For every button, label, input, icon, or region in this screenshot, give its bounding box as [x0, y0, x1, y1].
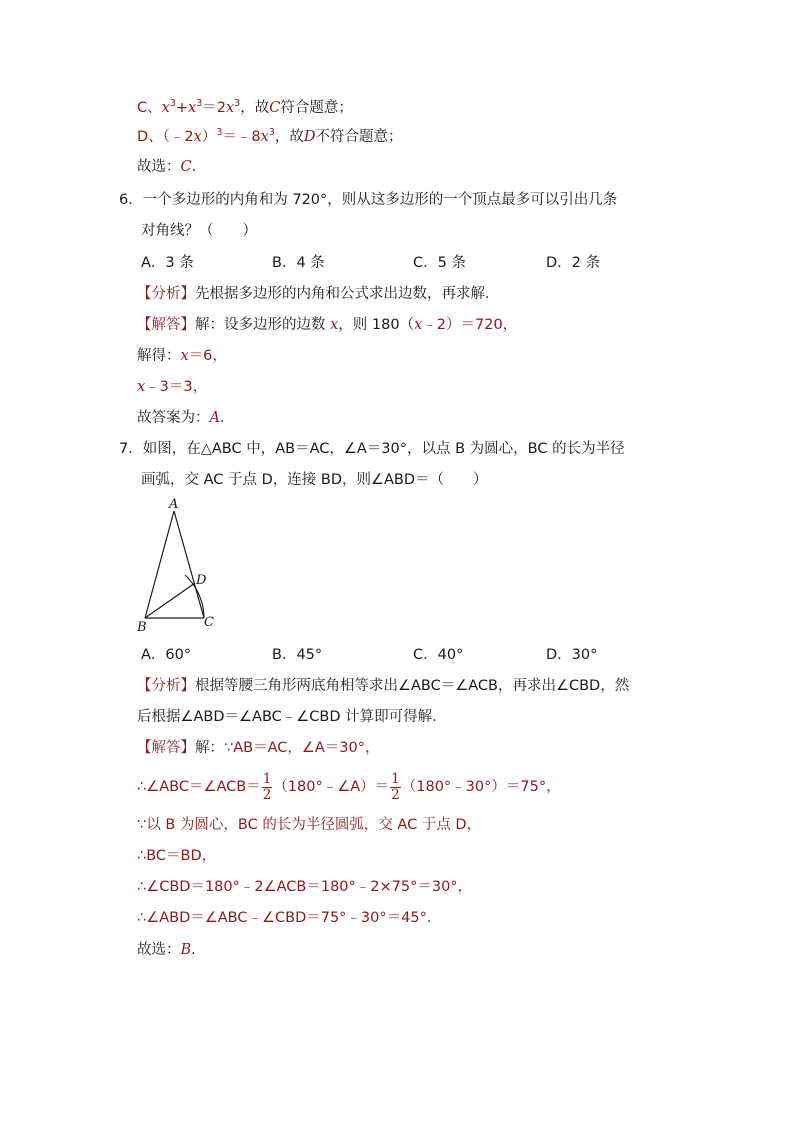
q6-solution-text1: 解：设多边形的边数	[195, 317, 331, 333]
q7-option-c: C．40°	[413, 647, 464, 663]
fraction-2-denominator: 2	[391, 786, 400, 803]
prev-c-eq: ＝2	[202, 100, 226, 116]
q6-solution-text2: ，则 180（	[338, 317, 415, 333]
q6-stem-line1	[119, 190, 617, 210]
q6-solution-text3: ﹣2）＝720，	[422, 317, 518, 333]
fraction-1-denominator: 2	[262, 786, 272, 803]
q6-option-a: A．3 条	[141, 255, 194, 271]
q7-analysis-line1	[137, 676, 629, 696]
prev-c-var: C	[269, 100, 281, 116]
q7-solution-line2	[137, 770, 561, 804]
q6-step-line	[137, 377, 207, 397]
q6-final-value: A	[209, 410, 220, 426]
q6-final-prefix: 故答案为：	[137, 410, 210, 426]
q7-line2-b: （180°﹣∠A）＝	[273, 779, 390, 795]
prev-c-x2: x	[188, 100, 197, 116]
q6-number: 6．	[119, 192, 143, 208]
prev-d-expr1: （﹣2	[162, 129, 194, 145]
q7-stem-line2	[141, 470, 488, 490]
q7-analysis-tag: 【分析】	[137, 678, 195, 694]
q6-final-end: ．	[219, 410, 235, 426]
prev-option-d-line	[137, 127, 403, 147]
side-ab	[145, 511, 174, 618]
q7-line2-c: （180°﹣30°）＝75°，	[401, 779, 561, 795]
prev-d-tail1: ，故	[274, 129, 304, 145]
q7-final-line	[137, 940, 206, 960]
q6-solve-line	[137, 346, 227, 366]
q7-solution-tag: 【解答】	[137, 740, 195, 756]
prev-c-exp2: 3	[196, 98, 203, 109]
q6-analysis-text: 先根据多边形的内角和公式求出边数，再求解．	[195, 286, 500, 302]
prev-c-x3: x	[225, 100, 235, 116]
prev-answer-end: ．	[191, 159, 207, 175]
q7-analysis-text2: 后根据∠ABD＝∠ABC﹣∠CBD 计算即可得解．	[137, 709, 447, 725]
q7-option-b: B．45°	[272, 647, 323, 663]
prev-d-exp2: 3	[268, 127, 275, 138]
q6-solution	[137, 315, 517, 335]
q7-analysis-text1: 根据等腰三角形两底角相等求出∠ABC＝∠ACB，再求出∠CBD，然	[195, 678, 630, 694]
q7-final-end: ．	[191, 942, 206, 958]
prev-answer-line	[137, 157, 206, 177]
q7-stem-line1	[119, 439, 625, 459]
prev-c-prefix: C、	[137, 100, 162, 116]
q6-analysis	[137, 284, 500, 304]
q6-stem-text1: 一个多边形的内角和为 720°，则从这多边形的一个顶点最多可以引出几条	[142, 192, 618, 208]
prev-d-exp1: 3	[216, 127, 223, 138]
fraction-1-numerator: 1	[262, 770, 272, 787]
q7-analysis-line2	[137, 707, 447, 727]
q7-solution-line6: ∴∠ABD＝∠ABC﹣∠CBD＝75°﹣30°＝45°．	[137, 910, 442, 926]
side-ac	[174, 511, 204, 618]
q6-solution-var2: x	[414, 317, 423, 333]
prev-c-tail1: ，故	[240, 100, 270, 116]
q7-stem-text2: 画弧，交 AC 于点 D，连接 BD，则∠ABD＝（ ）	[141, 472, 488, 488]
q6-solve-prefix: 解得：	[137, 348, 181, 364]
q6-solution-tag: 【解答】	[137, 317, 195, 333]
q7-solution-line4: ∴BC＝BD，	[137, 848, 217, 864]
q6-solve-value: ＝6，	[188, 348, 227, 364]
q7-solution-line3: ∵以 B 为圆心，BC 的长为半径圆弧，交 AC 于点 D，	[137, 817, 482, 833]
q7-solution-prefix: 解：	[195, 740, 224, 756]
prev-d-expr2: ）	[201, 129, 217, 145]
q7-solution-line5: ∴∠CBD＝180°﹣2∠ACB＝180°﹣2×75°＝30°，	[137, 879, 473, 895]
q7-option-d: D．30°	[546, 647, 598, 663]
label-b: B	[137, 620, 147, 635]
q6-final-line	[137, 408, 234, 428]
q7-number: 7．	[119, 441, 143, 457]
fraction-half-1	[262, 772, 273, 803]
label-a: A	[169, 497, 179, 512]
q6-stem-line2	[141, 221, 257, 241]
q6-option-d: D．2 条	[546, 255, 600, 271]
q7-option-a: A．60°	[141, 647, 192, 663]
prev-d-var: D	[303, 129, 316, 145]
q6-stem-text2: 对角线？（ ）	[141, 223, 257, 239]
prev-d-tail2: 不符合题意；	[315, 129, 403, 145]
q7-final-prefix: 故选：	[137, 942, 181, 958]
prev-answer-prefix: 故选：	[137, 159, 181, 175]
q6-option-c: C．5 条	[413, 255, 466, 271]
q6-analysis-tag: 【分析】	[137, 286, 195, 302]
q6-option-b: B．4 条	[272, 255, 325, 271]
prev-c-plus: +	[175, 100, 189, 116]
prev-c-exp1: 3	[169, 98, 176, 109]
prev-d-expr3: ＝﹣8	[222, 129, 261, 145]
q6-solve-var: x	[180, 348, 189, 364]
q7-final-value: B	[180, 942, 192, 958]
q6-step-var: x	[137, 379, 146, 395]
q7-solution-text1: ∵AB＝AC，∠A＝30°，	[224, 740, 380, 756]
label-d: D	[196, 573, 207, 588]
prev-answer-value: C	[180, 159, 192, 175]
fraction-half-2	[390, 772, 401, 803]
triangle-figure	[130, 495, 230, 635]
q7-solution-line1	[137, 738, 380, 758]
q6-step-value: ﹣3＝3，	[145, 379, 208, 395]
prev-c-tail2: 符合题意；	[280, 100, 353, 116]
label-c: C	[204, 615, 214, 630]
prev-c-x1: x	[161, 100, 170, 116]
prev-option-c-line	[137, 98, 353, 118]
q7-stem-text1: 如图，在△ABC 中，AB＝AC，∠A＝30°，以点 B 为圆心，BC 的长为半径	[142, 441, 625, 457]
prev-d-prefix: D、	[137, 129, 163, 145]
prev-c-exp3: 3	[234, 98, 241, 109]
fraction-2-numerator: 1	[391, 770, 400, 787]
q6-solution-var: x	[330, 317, 339, 333]
prev-d-x2: x	[260, 129, 269, 145]
prev-d-x1: x	[193, 129, 202, 145]
q7-line2-a: ∴∠ABC＝∠ACB＝	[137, 779, 261, 795]
